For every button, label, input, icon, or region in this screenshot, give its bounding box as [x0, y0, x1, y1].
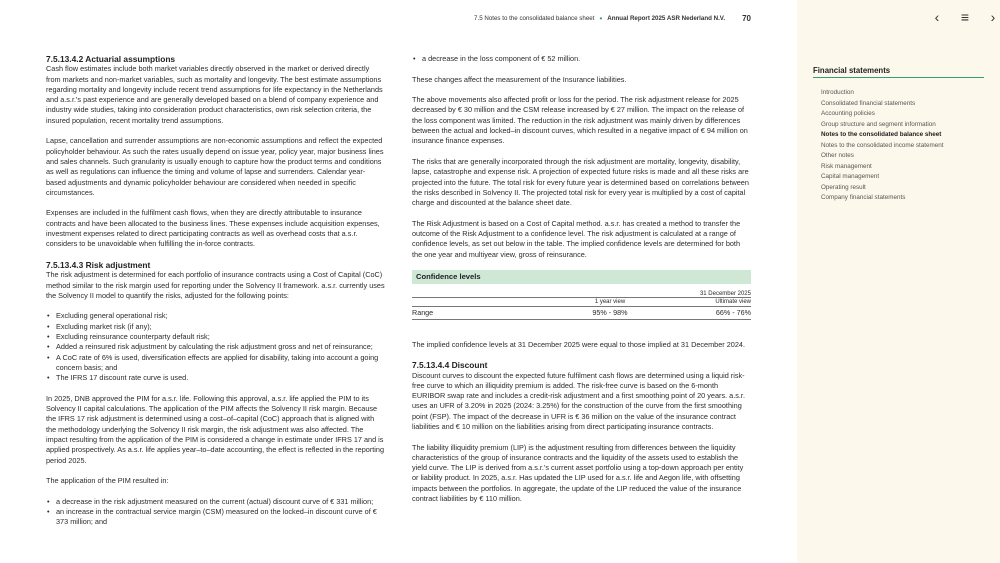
page-header — [474, 14, 751, 23]
list-item: • Added a reinsured risk adjustment by calculating the risk adjustment gross and net of reinsurance; — [56, 342, 385, 352]
bullet-list — [46, 311, 385, 383]
chevron-left-icon[interactable]: ‹ — [934, 9, 940, 25]
bullet-list — [412, 54, 751, 64]
chevron-right-icon[interactable]: › — [990, 9, 996, 25]
navigation-sidebar — [797, 0, 1000, 563]
sidebar-item-company-financial-statements[interactable]: Company financial statements — [821, 194, 906, 201]
sidebar-divider — [813, 77, 984, 78]
table-header-row — [412, 298, 751, 306]
confidence-levels-table — [412, 290, 751, 319]
list-item: • A CoC rate of 6% is used, diversification effects are applied for disability, taking into account a going concern basis; and — [56, 353, 385, 374]
paragraph: The risks that are generally incorporated through the risk adjustment are mortality, longevity, disability, lapse, catastrophe and expense risk. A projection of expected future risks is made and all these risks are projected into the future. The total risk for every future year is determined based on correlations between the risks described in Solvency II. The projected total risk for every year is multiplied by a cost of capital charge and discounted at the balance sheet date. — [412, 156, 749, 208]
sidebar-item-other-notes[interactable]: Other notes — [821, 152, 854, 159]
section-heading: 7.5.13.4.2 Actuarial assumptions — [46, 54, 176, 64]
paragraph: The application of the PIM resulted in: — [46, 476, 169, 486]
range-ultimate: 66% - 76% — [715, 308, 751, 318]
list-item: • The IFRS 17 discount rate curve is used. — [56, 373, 385, 383]
range-1-year: 95% - 98% — [592, 308, 628, 318]
bullet-dot-icon: • — [599, 13, 603, 23]
page-navigation — [930, 10, 1000, 24]
paragraph: The above movements also affected profit or loss for the period. The risk adjustment release for 2025 decreased by € 30 million and the CSM release increased by € 27 million. The impact on the release of the loss component was limited. The reduction in the risk adjustment was mainly driven by differences between the actual and locked–in discount curves, which resulted in a negative impact of € 94 million on insurance finance expenses. — [412, 95, 748, 146]
sidebar-item-capital-management[interactable]: Capital management — [821, 173, 880, 180]
paragraph: The implied confidence levels at 31 December 2025 were equal to those implied at 31 December 2024. — [412, 339, 746, 349]
left-column — [46, 54, 385, 538]
paragraph: In 2025, DNB approved the PIM for a.s.r. life. Following this approval, a.s.r. life applied the PIM to its Solvency II capital calculations. The application of the PIM affects the Solvency II risk margin. Because the IFRS 17 risk adjustment is determined using a cost–of–capital (CoC) approach that is aligned with the methodology underlying the Solvency II risk margin, the risk adjustment was also affected. The impact resulting from the application of the PIM is considered a change in estimate under IFRS 17 and is applied prospectively. As a.s.r. life applies year–to–date accounting, the effect is reflected in the reporting period 2025. — [46, 393, 385, 465]
list-item: • a decrease in the loss component of € 52 million. — [422, 54, 751, 64]
menu-icon[interactable]: ≡ — [960, 9, 970, 25]
sidebar-item-notes-balance-sheet[interactable]: Notes to the consolidated balance sheet — [821, 131, 942, 138]
list-item: • an increase in the contractual service margin (CSM) measured on the locked–in discount curve of € 373 million; and — [56, 507, 385, 528]
sidebar-item-operating-result[interactable]: Operating result — [821, 183, 866, 191]
table-date-header: 31 December 2025 — [699, 290, 751, 297]
paragraph: The risk adjustment is determined for each portfolio of insurance contracts using a Cost of Capital (CoC) method similar to the risk margin used for reporting under the Solvency II framework. a.s.r. currently uses the Solvency II model to quantify the risks, adjusted for the following points: — [46, 270, 385, 300]
header-report-title: Annual Report 2025 ASR Nederland N.V. — [607, 15, 726, 22]
list-item: • Excluding reinsurance counterparty default risk; — [56, 332, 385, 342]
sidebar-item-consolidated-financial-statements[interactable]: Consolidated financial statements — [821, 99, 916, 107]
col-ultimate-view: Ultimate view — [715, 298, 751, 305]
paragraph: These changes affect the measurement of the Insurance liabilities. — [412, 74, 627, 84]
paragraph: Cash flow estimates include both market variables directly observed in the market or derived directly from markets and non-market variables, such as mortality and longevity. The best estimate assumptions regarding mortality and longevity include recent trend assumptions for life expectancy in the Netherlands and a.s.r.'s past experience and are generally developed based on a blend of company experience and industry wide studies, taking into consideration product characteristics, own risk selection criteria, the insured population, recent mortality trend assumptions. — [46, 64, 383, 125]
sidebar-item-group-structure[interactable]: Group structure and segment information — [821, 120, 936, 128]
paragraph: The Risk Adjustment is based on a Cost of Capital method. a.s.r. has created a method to transfer the outcome of the Risk Adjustment to a confidence level. The risk adjustment is calculated at a range of confidence levels, as set out below in the table. The implied confidence levels are determined for both the one year and multiyear view, gross of reinsurance. — [412, 218, 741, 259]
right-column — [412, 54, 751, 515]
page-number: 70 — [742, 14, 751, 23]
table-row — [412, 309, 751, 320]
list-item: • a decrease in the risk adjustment measured on the current (actual) discount curve of € 331 million; — [56, 497, 385, 507]
sidebar-item-accounting-policies[interactable]: Accounting policies — [821, 110, 875, 117]
sidebar-toc — [821, 88, 944, 204]
sidebar-item-risk-management[interactable]: Risk management — [821, 162, 872, 170]
paragraph: Discount curves to discount the expected future fulfilment cash flows are determined using a liquid risk-free curve to which an illiquidity premium is added. The risk-free curve is based on the 6-month EURIBOR swap rate and includes a credit-risk adjustment and a first smoothing point of 20 years. a.s.r. uses an UFR of 3.20% in 2025 (2024: 3.25%) for the construction of the curve from the first smoothing point (FSP). The impact of the decrease in UFR is € 36 million on the value of the insurance contract liabilities and € 10 million on the liabilities arising from direct participating insurance contracts. — [412, 370, 745, 431]
list-item: • Excluding general operational risk; — [56, 311, 385, 321]
sidebar-item-introduction[interactable]: Introduction — [821, 89, 854, 96]
col-1-year-view: 1 year view — [594, 298, 626, 305]
list-item: • Excluding market risk (if any); — [56, 322, 385, 332]
confidence-levels-header: Confidence levels — [412, 270, 751, 284]
bullet-list — [46, 497, 385, 528]
sidebar-title: Financial statements — [813, 66, 891, 75]
paragraph: Expenses are included in the fulfilment cash flows, when they are directly attributable to insurance contracts and have been allocated to the business lines. These expenses include acquisition expenses, investment expenses related to direct participating contracts as well as overhead costs that a.s.r. considers to be unavoidable when fulfilling the in-force contracts. — [46, 208, 380, 249]
section-heading: 7.5.13.4.3 Risk adjustment — [46, 259, 151, 270]
section-heading: 7.5.13.4.4 Discount — [412, 360, 488, 371]
sidebar-item-notes-income-statement[interactable]: Notes to the consolidated income statement — [821, 141, 944, 149]
paragraph: Lapse, cancellation and surrender assumptions are non-economic assumptions and reflect the expected policyholder behaviour. As such the rates usually depend on issue year, policy year, major business lines and sales channels. Such granularity is usually enough to capture how the product terms and conditions as well as regulations can influence the timing and volume of lapse and surrenders. Calendar year-based adjustments and dynamic policyholder behaviour are considered when needed in specific circumstances. — [46, 136, 384, 197]
header-section: 7.5 Notes to the consolidated balance sheet — [474, 15, 595, 22]
row-label-range: Range — [412, 308, 434, 318]
paragraph: The liability illiquidity premium (LIP) is the adjustment resulting from differences between the liquidity characteristics of the group of insurance contracts and the liquidity of the assets used to establish the yield curve. The LIP is derived from a.s.r.'s current asset portfolio using a top-down approach per entity or liability product. In 2025, a.s.r. Has updated the LIP used for a.s.r. life and Aegon life, with offsetting impacts between the portfolios. In aggregate, the update of the LIP reduced the value of the insurance contract liabilities by € 110 million. — [412, 442, 744, 504]
